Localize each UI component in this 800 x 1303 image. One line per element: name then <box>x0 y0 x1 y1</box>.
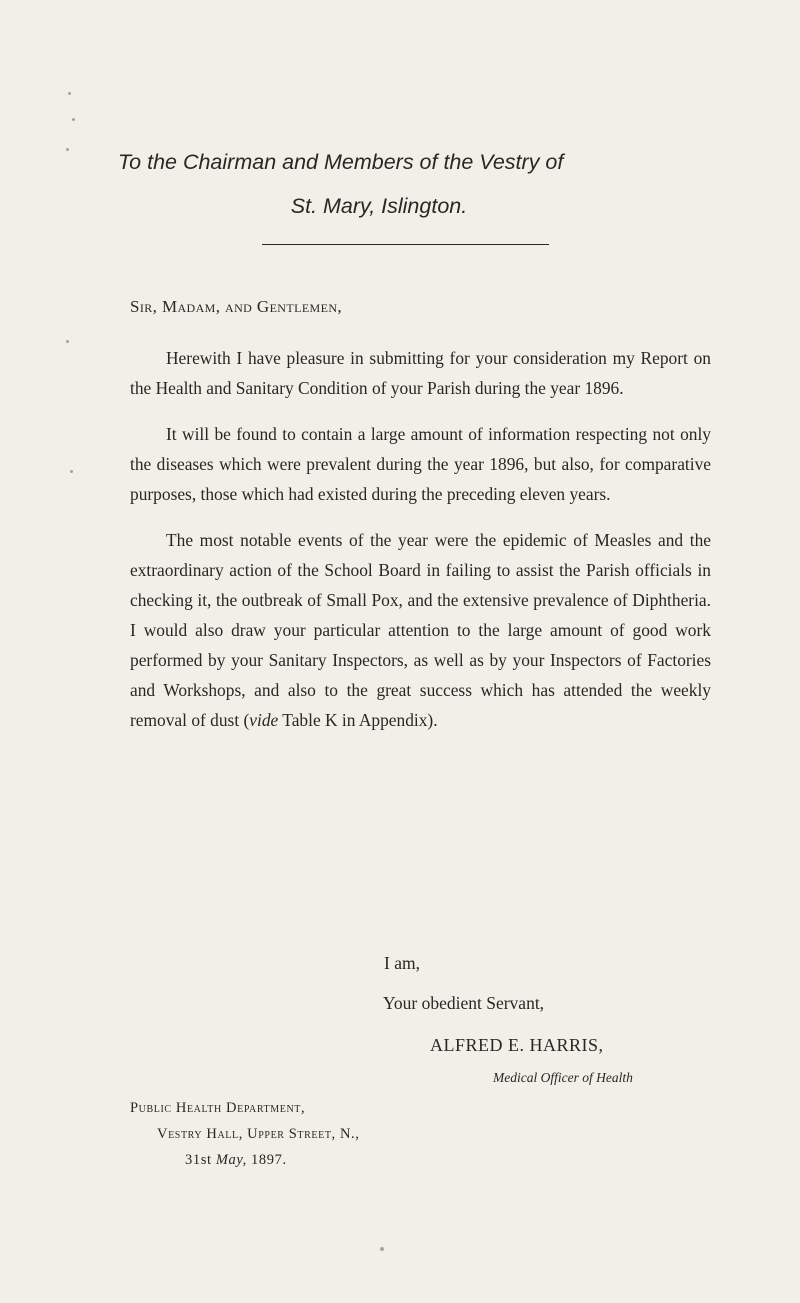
letter-body <box>130 343 711 751</box>
paper-speck <box>66 148 69 151</box>
paper-speck <box>380 1247 384 1251</box>
paragraph-2: It will be found to contain a large amount of information respecting not only the diseases which were prevalent during the year 1896, but also, for comparative purposes, those which had existed during the preceding eleven years. <box>130 424 711 504</box>
salutation: Sir, Madam, and Gentlemen, <box>130 297 343 316</box>
signer-title: Medical Officer of Health <box>493 1070 633 1085</box>
department-line-2: Vestry Hall, Upper Street, N., <box>157 1126 360 1142</box>
paper-speck <box>72 118 75 121</box>
closing-i-am: I am, <box>384 953 420 973</box>
paragraph-3-text: The most notable events of the year were the epidemic of Measles and the extraordinary action of the School Board in failing to assist the Parish officials in checking it, the outbreak of Small Pox, and the extensive prevalence of Diphtheria. I would also draw your particular attention to the large amount of good work performed by your Sanitary Inspectors, as well as by your Inspectors of Factories and Workshops, and also to the great success which has attended the weekly removal of dust ( <box>130 530 711 730</box>
address-heading <box>100 140 700 228</box>
paragraph-3-vide: vide <box>249 710 279 730</box>
paper-speck <box>68 92 71 95</box>
closing-servant: Your obedient Servant, <box>383 993 545 1013</box>
department-address <box>130 1095 360 1173</box>
divider-rule <box>262 244 549 245</box>
date-month: May, <box>215 1152 247 1168</box>
department-date <box>130 1147 360 1173</box>
date-day: 31st <box>185 1152 212 1168</box>
date-year: 1897. <box>251 1152 287 1168</box>
address-line-1: To the Chairman and Members of the Vestry of <box>118 150 564 174</box>
paper-speck <box>70 470 73 473</box>
address-line-2: St. Mary, Islington. <box>290 194 468 218</box>
paragraph-1: Herewith I have pleasure in submitting for your consideration my Report on the Health and Sanitary Condition of your Parish during the year 1896. <box>130 348 711 398</box>
paragraph-3 <box>130 525 711 735</box>
signer-name: ALFRED E. HARRIS, <box>430 1035 604 1055</box>
paragraph-3-end: Table K in Appendix). <box>278 710 438 730</box>
paper-speck <box>66 340 69 343</box>
department-line-1: Public Health Department, <box>130 1100 306 1116</box>
